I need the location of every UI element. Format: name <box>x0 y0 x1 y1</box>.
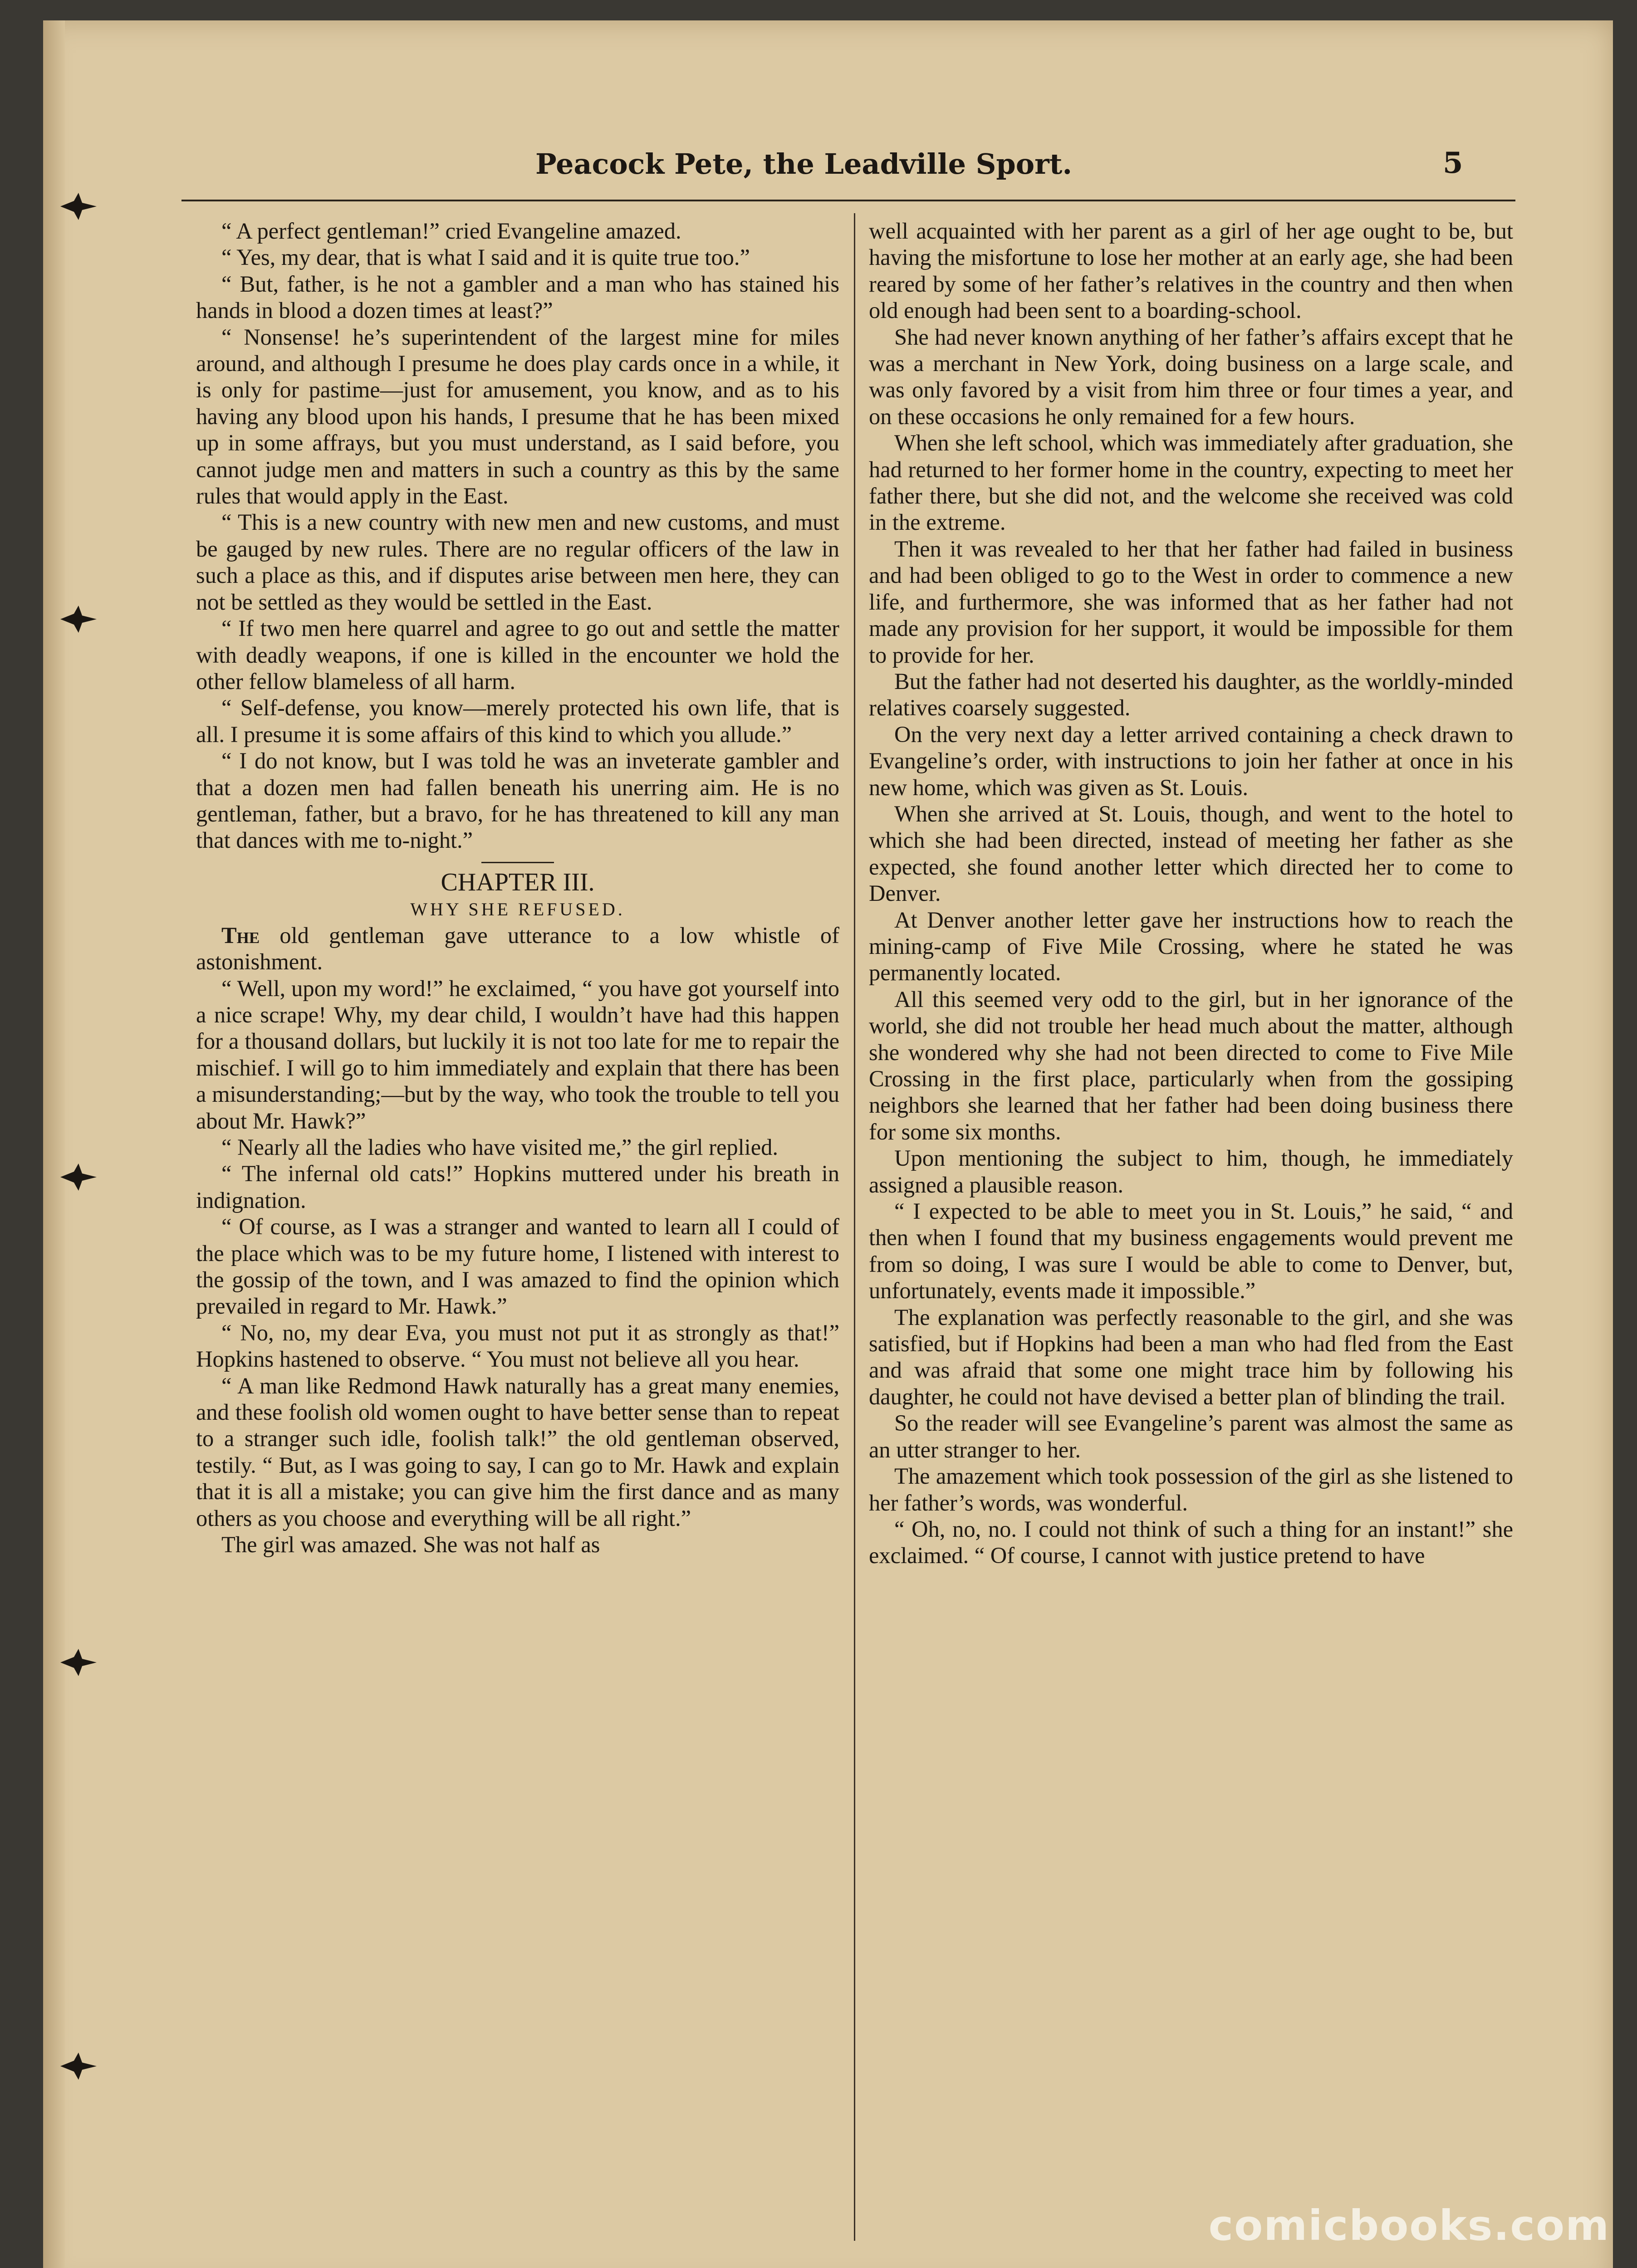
chapter-first-word: The <box>221 922 260 948</box>
paragraph: At Denver another letter gave her instructions how to reach the mining-camp of Five Mile Crossing, where he stated he was permanently located. <box>869 907 1513 986</box>
paragraph: “ Yes, my dear, that is what I said and it is quite true too.” <box>221 244 750 270</box>
paragraph: Then it was revealed to her that her father had failed in business and had been obliged to go to the West in order to commence a new life, and furthermore, she was informed that as her father had not made any provision for her support, it would be impossible for them to provide for her. <box>869 536 1513 668</box>
header-rule <box>181 200 1515 201</box>
binding-stitch-icon <box>60 1163 97 1191</box>
binding-stitch-icon <box>60 1649 97 1676</box>
running-title: Peacock Pete, the Leadville Sport. <box>535 147 1073 181</box>
binding-stitch-icon <box>60 2053 97 2080</box>
page-binding-edge <box>43 20 65 2268</box>
paragraph: She had never known anything of her father’s affairs except that he was a merchant in New York, doing business on a large scale, and was only favored by a visit from him three or four times a year, and on these occasions he only remained for a few hours. <box>869 324 1513 429</box>
paragraph: “ A man like Redmond Hawk naturally has a great many enemies, and these foolish old women ought to have better sense than to repeat to a stranger such idle, foolish talk!” the old gentleman observed, testily. “ But, as I was going to say, I can go to Mr. Hawk and explain that it is all a mistake; you can give him the first dance and as many others as you choose and everything will be all right.” <box>196 1373 839 1531</box>
paragraph: “ The infernal old cats!” Hopkins muttered under his breath in indignation. <box>196 1161 839 1213</box>
paragraph: When she arrived at St. Louis, though, and went to the hotel to which she had been directed, instead of meeting her father as she expected, she found another letter which directed her to come to Denver. <box>869 801 1513 906</box>
chapter-rule <box>481 862 554 863</box>
paragraph: The amazement which took possession of the girl as she listened to her father’s words, was wonderful. <box>869 1463 1513 1515</box>
paragraph: “ Well, upon my word!” he exclaimed, “ you have got yourself into a nice scrape! Why, my dear child, I wouldn’t have had this happen for a thousand dollars, but luckily it is not too late for me to repair the mischief. I will go to him immediately and explain that there has been a misunderstanding;—but by the way, who took the trouble to tell you about Mr. Hawk?” <box>196 975 839 1134</box>
paragraph: “ A perfect gentleman!” cried Evangeline amazed. <box>221 218 681 244</box>
paragraph: “ Self-defense, you know—merely protected his own life, that is all. I presume it is some affairs of this kind to which you allude.” <box>196 695 839 747</box>
binding-stitch-icon <box>60 193 97 220</box>
paragraph: “ If two men here quarrel and agree to go out and settle the matter with deadly weapons, if one is killed in the encounter we hold the other fellow blameless of all harm. <box>196 616 839 694</box>
paragraph: “ Of course, as I was a stranger and wanted to learn all I could of the place which was to be my future home, I listened with interest to the gossip of the town, and I was amazed to find the opinion which prevailed in regard to Mr. Hawk.” <box>196 1214 839 1319</box>
column-divider <box>854 213 855 2241</box>
paragraph: “ But, father, is he not a gambler and a man who has stained his hands in blood a dozen times at least?” <box>196 271 839 323</box>
paragraph: Upon mentioning the subject to him, though, he immediately assigned a plausible reason. <box>869 1145 1513 1198</box>
paragraph: So the reader will see Evangeline’s parent was almost the same as an utter stranger to her. <box>869 1410 1513 1462</box>
paragraph: “ No, no, my dear Eva, you must not put it as strongly as that!” Hopkins hastened to observe. “ You must not believe all you hear. <box>196 1320 839 1372</box>
page-number: 5 <box>1443 146 1463 180</box>
paragraph: well acquainted with her parent as a girl of her age ought to be, but having the misfortune to lose her mother at an early age, she had been reared by some of her father’s relatives in the country and then when old enough had been sent to a boarding-school. <box>869 218 1513 323</box>
paragraph: “ I expected to be able to meet you in St. Louis,” he said, “ and then when I found that my business engagements would prevent me from so doing, I was sure I would be able to come to Denver, but, unfortunately, events made it impossible.” <box>869 1198 1513 1304</box>
paragraph: When she left school, which was immediately after graduation, she had returned to her former home in the country, expecting to meet her father there, but she did not, and the welcome she received was cold in the extreme. <box>869 430 1513 535</box>
paragraph: On the very next day a letter arrived containing a check drawn to Evangeline’s order, with instructions to join her father at once in his new home, which was given as St. Louis. <box>869 721 1513 800</box>
chapter-title: CHAPTER III. <box>441 868 595 896</box>
chapter-first-paragraph-text: old gentleman gave utterance to a low whistle of astonishment. <box>196 922 839 975</box>
paragraph: All this seemed very odd to the girl, but in her ignorance of the world, she did not trouble her head much about the matter, although she wondered why she had not been directed to come to Five Mile Crossing in the first place, particularly when from the gossiping neighbors she learned that her father had been doing business there for some six months. <box>869 986 1513 1144</box>
paragraph: “ Nearly all the ladies who have visited me,” the girl replied. <box>221 1134 778 1160</box>
chapter-subtitle: WHY SHE REFUSED. <box>410 899 625 919</box>
paragraph: “ I do not know, but I was told he was an inveterate gambler and that a dozen men had fallen beneath his unerring aim. He is no gentleman, father, but a bravo, for he has threatened to kill any man that dances with me to-night.” <box>196 748 839 853</box>
site-watermark: comicbooks.com <box>1208 2201 1610 2250</box>
binding-stitch-icon <box>60 606 97 633</box>
paragraph: The girl was amazed. She was not half as <box>221 1532 600 1558</box>
paragraph: The explanation was perfectly reasonable to the girl, and she was satisfied, but if Hopkins had been a man who had fled from the East and was afraid that some one might trace him by following his daughter, he could not have devised a better plan of blinding the trail. <box>869 1304 1513 1409</box>
paragraph: But the father had not deserted his daughter, as the worldly-minded relatives coarsely suggested. <box>869 668 1513 721</box>
paragraph: “ Nonsense! he’s superintendent of the largest mine for miles around, and although I presume he does play cards once in a while, it is only for pastime—just for amusement, you know, and as to his having any blood upon his hands, I presume that he has been mixed up in some affrays, but you must understand, as I said before, you cannot judge men and matters in such a country as this by the same rules that would apply in the East. <box>196 324 839 509</box>
right-text-column <box>869 218 1513 2245</box>
paragraph: “ This is a new country with new men and new customs, and must be gauged by new rules. There are no regular officers of the law in such a place as this, and if disputes arise between men here, they can not be settled as they would be settled in the East. <box>196 509 839 615</box>
paragraph: “ Oh, no, no. I could not think of such a thing for an instant!” she exclaimed. “ Of course, I cannot with justice pretend to have <box>869 1516 1513 1569</box>
left-text-column <box>196 218 839 2245</box>
chapter-opening-paragraph <box>196 922 839 975</box>
